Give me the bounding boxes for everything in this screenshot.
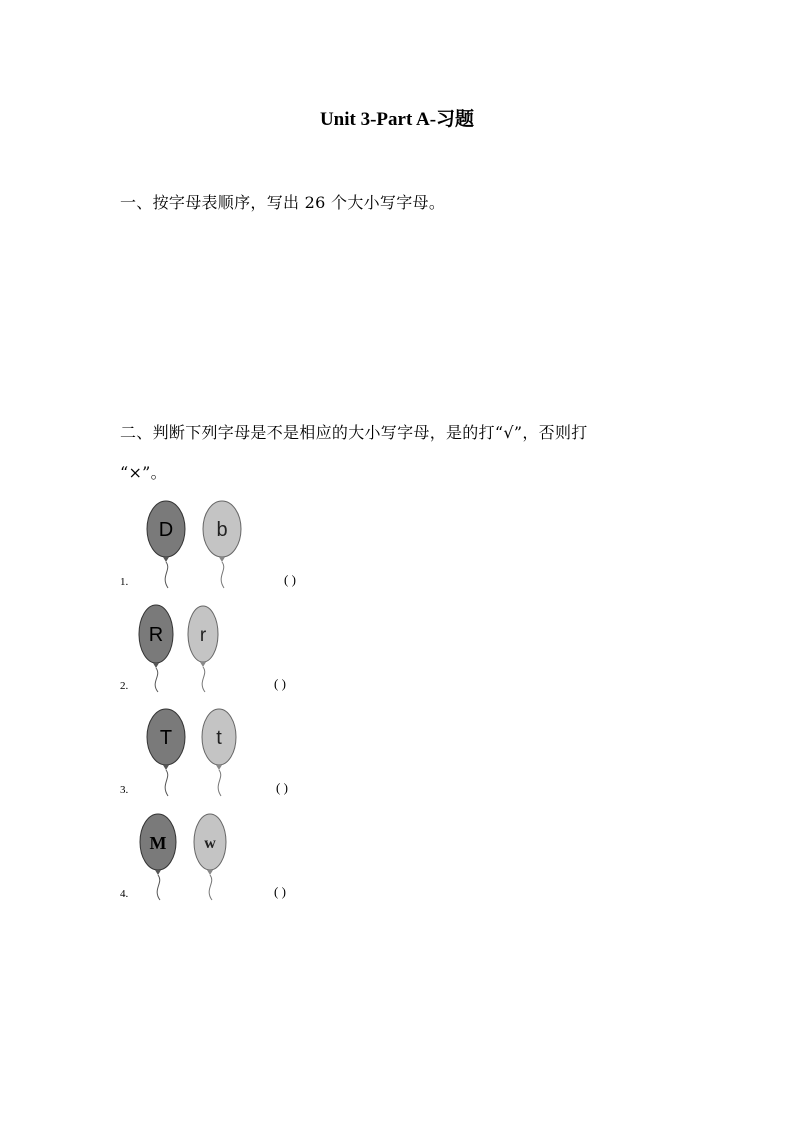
balloon-lowercase-2 <box>186 604 220 694</box>
balloon-letter-lower: w <box>204 835 216 852</box>
item-number: 2. <box>120 680 129 692</box>
balloon-item-1 <box>118 496 438 592</box>
balloon-uppercase-3 <box>144 708 188 798</box>
question-2-instruction-line1: 二、判断下列字母是不是相应的大小写字母，是的打“√”，否则打 <box>120 423 588 442</box>
answer-parentheses[interactable]: ( ) <box>274 884 286 899</box>
item-number: 4. <box>120 888 129 900</box>
balloon-letter-lower: b <box>216 519 228 541</box>
balloon-uppercase-4 <box>138 812 178 902</box>
balloon-letter-upper: M <box>149 833 167 853</box>
balloon-letter-upper: R <box>148 624 164 646</box>
item-number: 3. <box>120 784 129 796</box>
balloon-uppercase-1 <box>144 500 188 590</box>
balloon-uppercase-2 <box>136 604 176 694</box>
question-2-instruction-line2: “×”。 <box>120 463 167 482</box>
balloon-item-4 <box>118 808 438 904</box>
question-1-instruction: 一、按字母表顺序，写出 26 个大小写字母。 <box>120 193 446 212</box>
page-title: Unit 3-Part A-习题 <box>319 109 475 130</box>
balloon-item-3 <box>118 704 438 800</box>
balloon-letter-lower: r <box>199 625 207 646</box>
answer-parentheses[interactable]: ( ) <box>276 780 288 795</box>
answer-parentheses[interactable]: ( ) <box>284 572 296 587</box>
balloon-lowercase-3 <box>200 708 238 798</box>
balloon-letter-upper: T <box>159 727 173 749</box>
balloon-lowercase-4 <box>192 812 228 902</box>
answer-parentheses[interactable]: ( ) <box>274 676 286 691</box>
balloon-lowercase-1 <box>200 500 244 590</box>
balloon-letter-upper: D <box>158 519 174 541</box>
balloon-item-2 <box>118 600 438 696</box>
balloon-letter-lower: t <box>216 727 222 749</box>
item-number: 1. <box>120 576 129 588</box>
